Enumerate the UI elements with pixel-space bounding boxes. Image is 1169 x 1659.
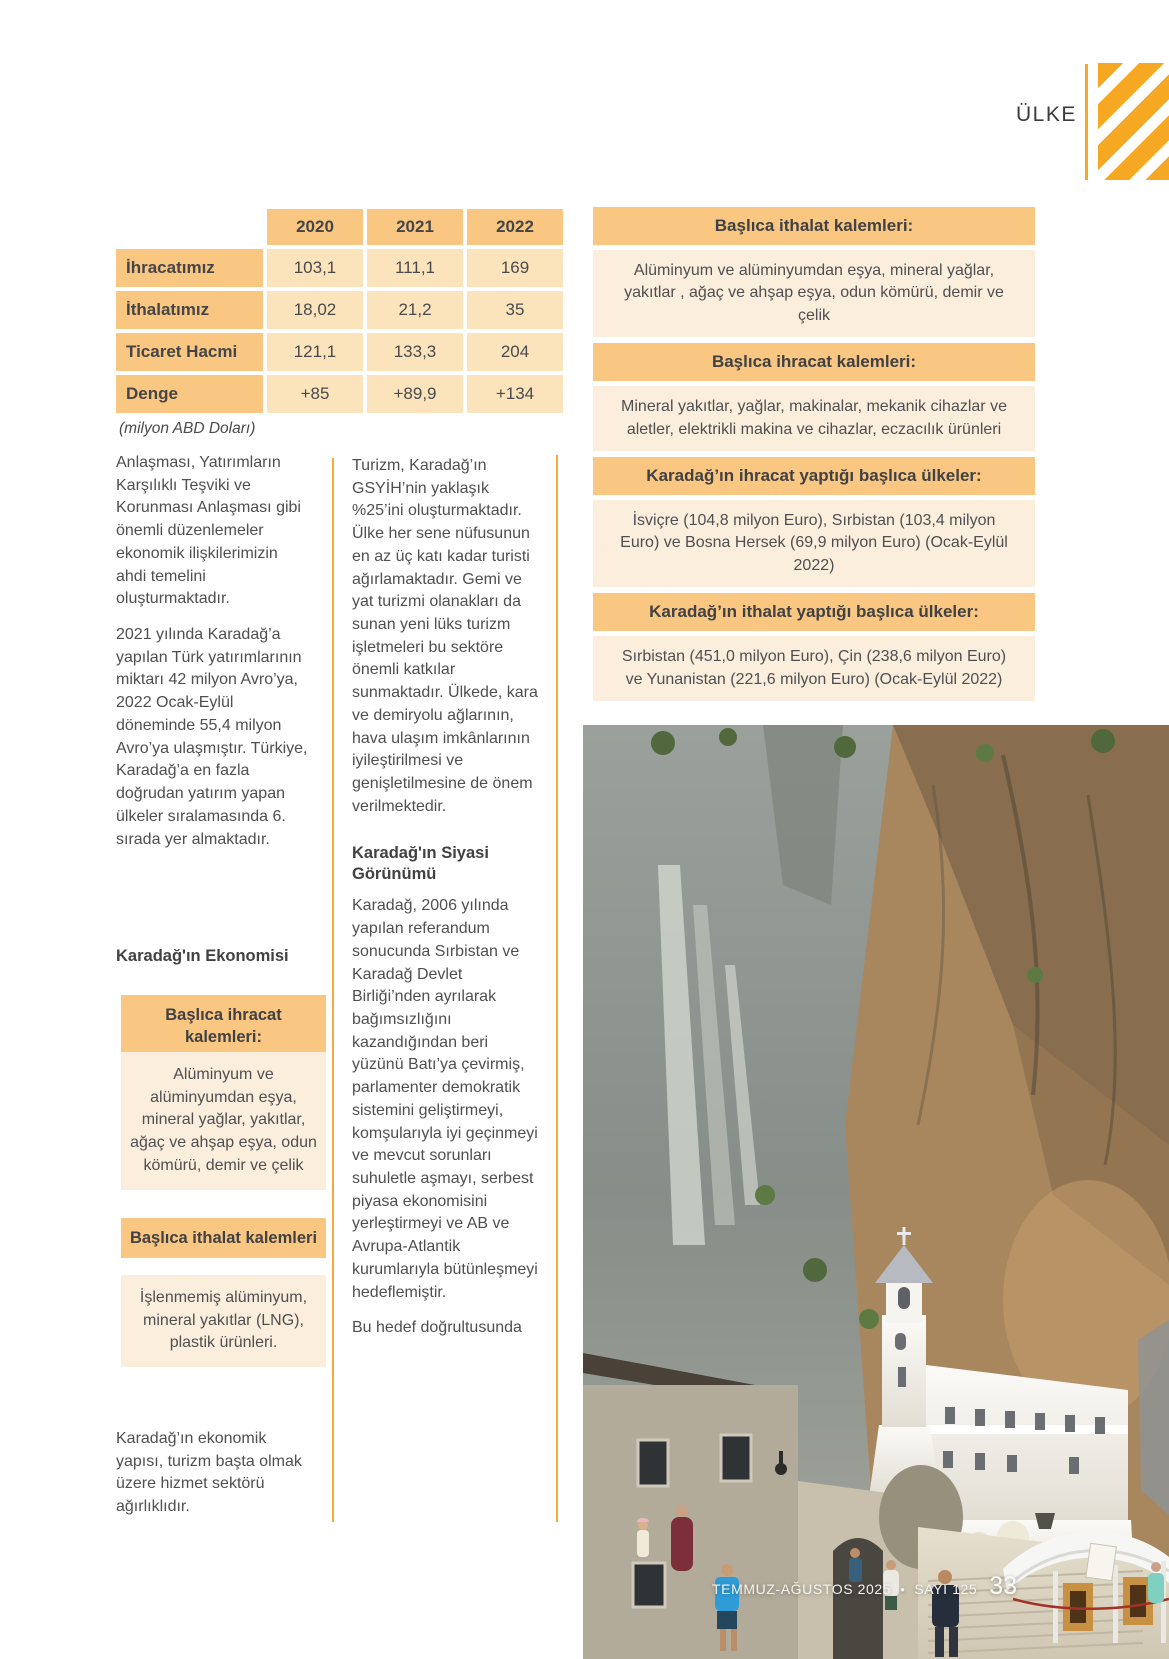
import-items-box-body: İşlenmemiş alüminyum, mineral yakıtlar (LNG), plastik ürünleri.: [121, 1275, 326, 1367]
table-cell: 204: [467, 333, 563, 371]
table-row-label: İthalatımız: [116, 291, 263, 329]
table-cell: 35: [467, 291, 563, 329]
footer-separator: •: [900, 1582, 906, 1597]
table-row-label: Denge: [116, 375, 263, 413]
import-countries-body: Sırbistan (451,0 milyon Euro), Çin (238,6 milyon Euro) ve Yunanistan (221,6 milyon Euro) (Ocak-Eylül 2022): [593, 636, 1035, 701]
paragraph: Karadağ, 2006 yılında yapılan referandum sonucunda Sırbistan ve Karadağ Devlet Birliği’nden ayrılarak bağımsızlığını kazandığından beri yüzünü Batı’ya çevirmiş, parlamenter demokratik sistemini geliştirmeyi, komşularıyla iyi geçinmeyi ve mevcut sorunları suhuletle aşmayı, serbest piyasa ekonomisini yerleştirmeyi ve AB ve Avrupa-Atlantik kurumlarıyla bütünleşmeyi hedeflemiştir.: [352, 897, 538, 1301]
section-divider-line: [1085, 64, 1088, 180]
export-items-body: Mineral yakıtlar, yağlar, makinalar, mekanik cihazlar ve aletler, elektrikli makina ve cihazlar, eczacılık ürünleri: [593, 386, 1035, 451]
import-items-body: Alüminyum ve alüminyumdan eşya, mineral yağlar, yakıtlar , ağaç ve ahşap eşya, odun kömürü, demir ve çelik: [593, 250, 1035, 337]
export-countries-body: İsviçre (104,8 milyon Euro), Sırbistan (103,4 milyon Euro) ve Bosna Hersek (69,9 milyon Euro) (Ocak-Eylül 2022): [593, 500, 1035, 587]
export-items-box-body: Alüminyum ve alüminyumdan eşya, mineral yağlar, yakıtlar, ağaç ve ahşap eşya, odun kömürü, demir ve çelik: [121, 1052, 326, 1190]
footer-issue-number: SAYI 125: [914, 1581, 978, 1597]
diagonal-stripes-icon: [1098, 63, 1169, 180]
column-divider: [556, 455, 558, 1522]
export-items-box-title: Başlıca ihracat kalemleri:: [121, 995, 326, 1058]
footer-issue-date: TEMMUZ-AĞUSTOS 2025: [712, 1581, 892, 1597]
page-footer: [712, 1572, 1017, 1601]
column-divider: [332, 458, 334, 1522]
table-cell: 21,2: [367, 291, 463, 329]
paragraph: Karadağ’ın ekonomik yapısı, turizm başta olmak üzere hizmet sektörü ağırlıklıdır.: [116, 1430, 302, 1516]
paragraph: 2021 yılında Karadağ’a yapılan Türk yatırımlarının miktarı 42 milyon Avro’ya, 2022 Ocak-Eylül döneminde 55,4 milyon Avro’ya ulaşmıştır. Türkiye, Karadağ’a en fazla doğrudan yatırım yapan ülkeler sıralamasında 6. sırada yer almaktadır.: [116, 626, 308, 848]
economy-heading: Karadağ'ın Ekonomisi: [116, 947, 289, 965]
table-cell: 169: [467, 249, 563, 287]
import-items-title: Başlıca ithalat kalemleri:: [593, 207, 1035, 245]
trade-table: [116, 209, 563, 413]
table-cell: +89,9: [367, 375, 463, 413]
export-countries-title: Karadağ’ın ihracat yaptığı başlıca ülkeler:: [593, 457, 1035, 495]
left-column-paragraphs: [116, 452, 309, 851]
left-column-closing: [116, 1428, 309, 1519]
import-items-box-title: Başlıca ithalat kalemleri: [121, 1218, 326, 1258]
footer-page-number: 33: [989, 1572, 1018, 1600]
paragraph: Turizm, Karadağ’ın GSYİH’nin yaklaşık %25’ini oluşturmaktadır. Ülke her sene nüfusunun en az üç katı kadar turisti ağırlamaktadır. Gemi ve yat turizmi olanakları da sunan yeni lüks turizm işletmeleri bu sektöre önemli katkılar sunmaktadır. Ülkede, kara ve demiryolu ağlarının, hava ulaşım imkânlarının iyileştirilmesi ve genişletilmesine de önem verilmektedir.: [352, 457, 538, 815]
right-info-boxes: [593, 207, 1035, 707]
table-cell: 133,3: [367, 333, 463, 371]
monastery-photo: [583, 725, 1169, 1659]
export-items-title: Başlıca ihracat kalemleri:: [593, 343, 1035, 381]
table-caption: (milyon ABD Doları): [119, 420, 256, 437]
table-corner-cell: [116, 209, 263, 245]
table-cell: +85: [267, 375, 363, 413]
table-cell: +134: [467, 375, 563, 413]
paragraph: Anlaşması, Yatırımların Karşılıklı Teşviki ve Korunması Anlaşması gibi önemli düzenlemeler ekonomik ilişkilerimizin ahdi temelini oluşturmaktadır.: [116, 454, 301, 608]
table-row-label: Ticaret Hacmi: [116, 333, 263, 371]
table-cell: 18,02: [267, 291, 363, 329]
import-countries-title: Karadağ’ın ithalat yaptığı başlıca ülkeler:: [593, 593, 1035, 631]
table-year-header: 2020: [267, 209, 363, 245]
table-year-header: 2022: [467, 209, 563, 245]
table-cell: 111,1: [367, 249, 463, 287]
middle-column: [352, 455, 540, 1340]
table-row-label: İhracatımız: [116, 249, 263, 287]
table-cell: 121,1: [267, 333, 363, 371]
politics-heading: Karadağ'ın Siyasi Görünümü: [352, 843, 489, 883]
table-year-header: 2021: [367, 209, 463, 245]
paragraph: Bu hedef doğrultusunda: [352, 1319, 522, 1337]
section-label: ÜLKE: [1016, 103, 1077, 126]
table-cell: 103,1: [267, 249, 363, 287]
